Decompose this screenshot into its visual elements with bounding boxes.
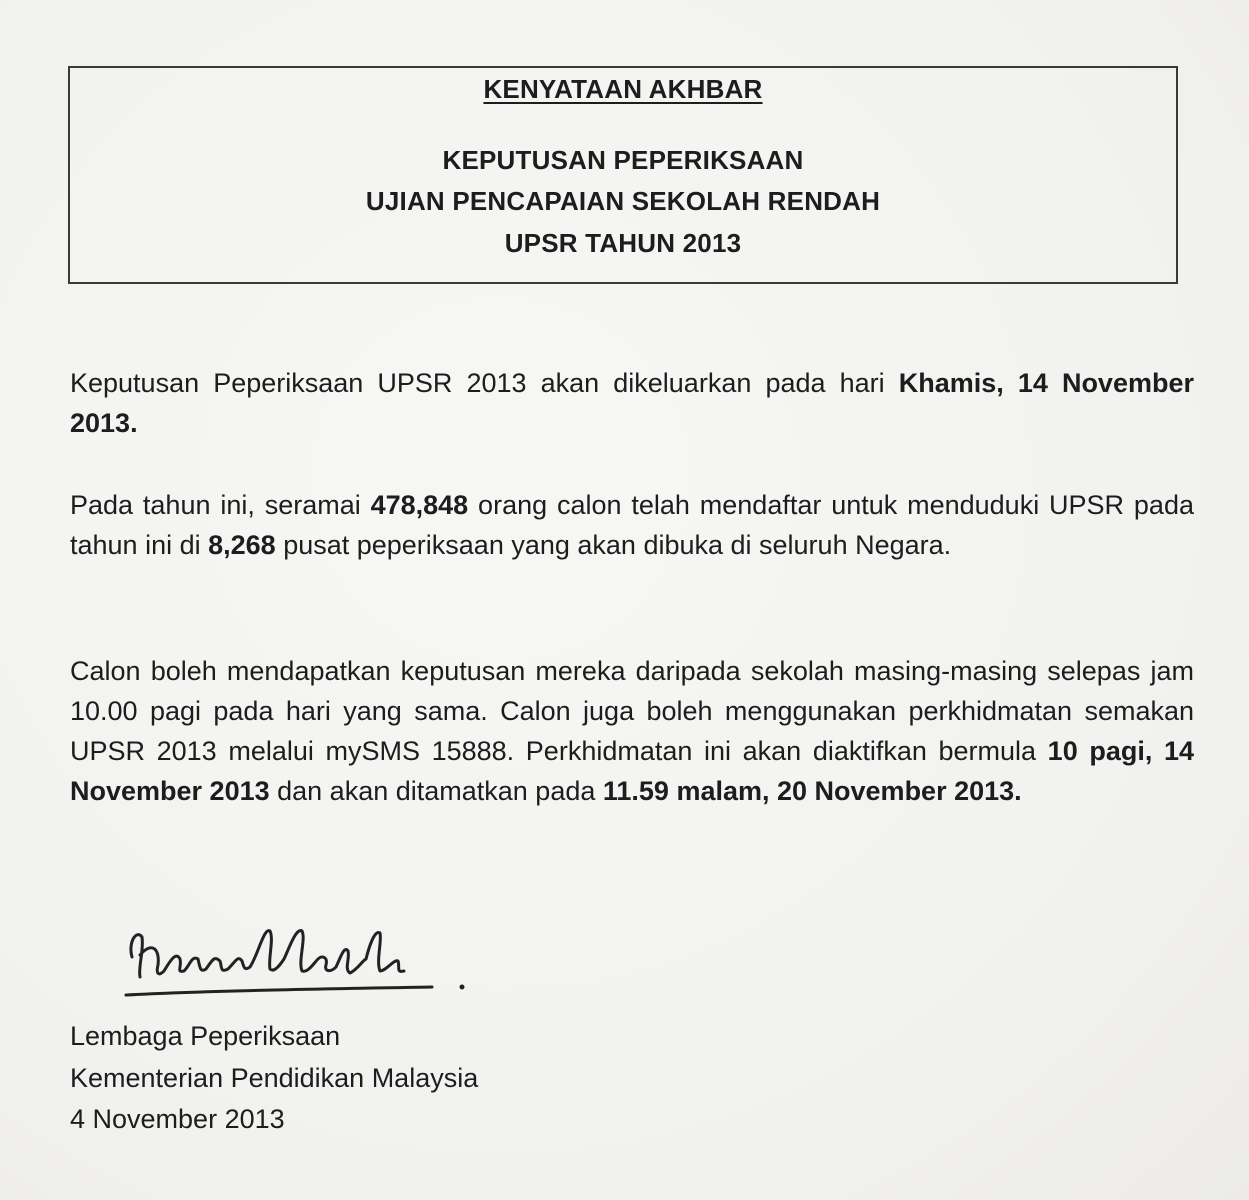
paragraph-text: Pada tahun ini, seramai <box>70 490 371 520</box>
paragraph-text: Calon boleh mendapatkan keputusan mereka daripada sekolah masing-masing selepas jam 10.00 pagi pada hari yang sama. Calon juga boleh menggunakan perkhidmatan semakan UPSR 2013 melalui mySMS 15888. Perkhidmatan ini akan diaktifkan bermula <box>70 656 1194 766</box>
paragraph-candidates <box>70 485 1194 565</box>
service-start: 10 pagi, 14 November 2013 <box>70 736 1194 806</box>
paragraph-text: Keputusan Peperiksaan UPSR 2013 akan dikeluarkan pada hari <box>70 368 899 398</box>
candidate-count: 478,848 <box>370 490 469 520</box>
header-line-2: UJIAN PENCAPAIAN SEKOLAH RENDAH <box>365 186 881 216</box>
issuer-name: Lembaga Peperiksaan <box>70 1021 341 1051</box>
header-line-1: KEPUTUSAN PEPERIKSAAN <box>442 145 804 175</box>
paragraph-text: pusat peperiksaan yang akan dibuka di seluruh Negara. <box>275 530 952 560</box>
header-box <box>68 66 1178 284</box>
press-release-title <box>70 74 1176 105</box>
paragraph-text: dan akan ditamatkan pada <box>269 776 603 806</box>
header-line-3: UPSR TAHUN 2013 <box>504 228 742 258</box>
paragraph-result-access <box>70 651 1194 811</box>
centre-count: 8,268 <box>208 530 276 560</box>
paragraph-release-date <box>70 363 1194 443</box>
paragraph-text: orang calon telah mendaftar untuk menduduki UPSR pada tahun ini di <box>70 490 1194 560</box>
ministry-name: Kementerian Pendidikan Malaysia <box>70 1063 479 1093</box>
service-end: 11.59 malam, 20 November 2013. <box>602 776 1022 806</box>
press-release-title-text: KENYATAAN AKHBAR <box>483 74 763 104</box>
signature-image <box>118 915 478 1005</box>
issue-date: 4 November 2013 <box>70 1104 285 1134</box>
paragraph-bold: Khamis, 14 November 2013. <box>70 368 1194 438</box>
